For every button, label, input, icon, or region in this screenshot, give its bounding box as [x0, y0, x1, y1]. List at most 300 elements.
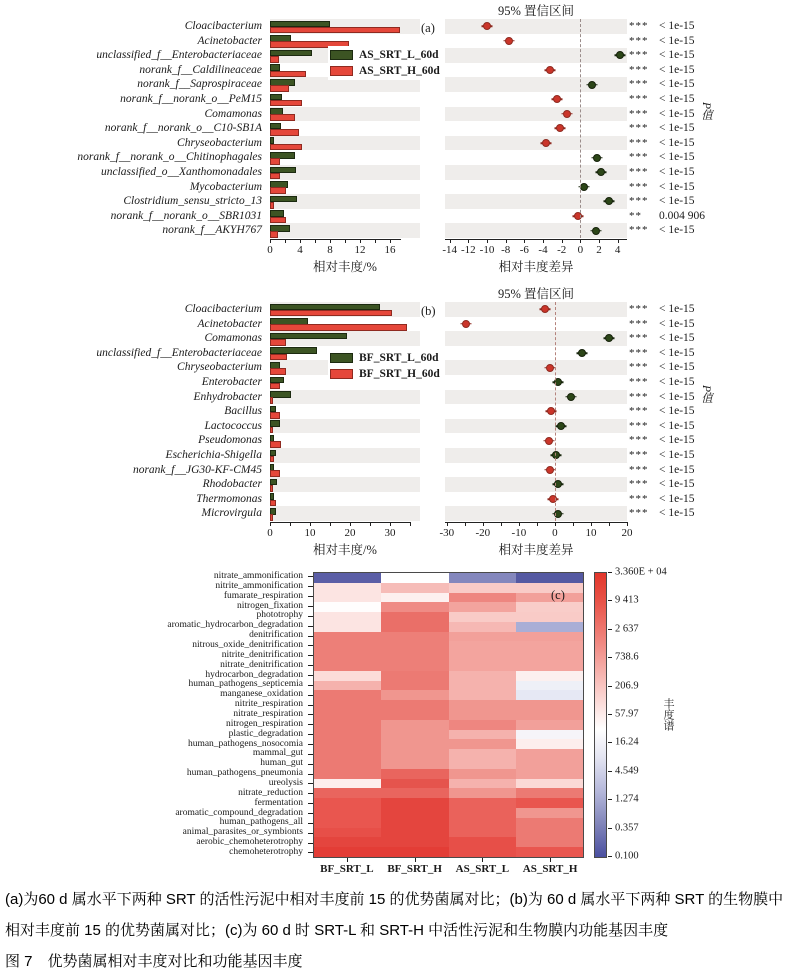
dot-cell: [445, 223, 627, 238]
difference-dot: [616, 51, 624, 59]
dot-cell: [445, 48, 627, 63]
colorbar-tick-label: 16.24: [615, 736, 639, 748]
heatmap-y-tick: [305, 671, 313, 681]
taxon-row: [0, 433, 791, 448]
heatmap-y-tick: [305, 759, 313, 769]
heatmap-cell: [314, 808, 381, 818]
bar-high-group: [270, 456, 274, 463]
taxon-row: [0, 463, 791, 478]
dot-cell: [445, 492, 627, 507]
taxon-row: [0, 404, 791, 419]
column-gap: [420, 317, 445, 332]
colorbar: [594, 572, 607, 858]
heatmap-y-tick: [305, 592, 313, 602]
legend-item: [330, 350, 440, 366]
taxon-label: norank_f__Caldilineaceae: [139, 63, 262, 76]
axis-tick-label: -20: [475, 527, 491, 539]
p-value: < 1e-15: [659, 463, 695, 476]
heatmap-cell: [381, 749, 448, 759]
heatmap-y-tick: [305, 720, 313, 730]
bar-cell: [270, 448, 420, 463]
taxon-row: [0, 165, 791, 180]
axis-tick: [609, 522, 610, 526]
heatmap-x-tick: [550, 858, 551, 862]
legend-label: AS_SRT_L_60d: [359, 49, 439, 61]
heatmap-cell: [449, 818, 516, 828]
heatmap-y-tick: [305, 602, 313, 612]
taxon-row: [0, 92, 791, 107]
taxon-row: [0, 194, 791, 209]
taxon-row: [0, 302, 791, 317]
heatmap-cell: [314, 837, 381, 847]
colorbar-tick-label: 0.357: [615, 822, 639, 834]
heatmap-cell: [449, 847, 516, 857]
axis-tick-label: -10: [479, 244, 495, 256]
heatmap-cell: [516, 730, 583, 740]
heatmap-cell: [381, 759, 448, 769]
abundance-axis-title: 相对丰度/%: [313, 260, 377, 274]
heatmap-cell: [449, 612, 516, 622]
bar-high-group: [270, 231, 278, 238]
axis-tick: [555, 522, 556, 526]
taxon-row: [0, 390, 791, 405]
bar-high-group: [270, 310, 392, 317]
axis-tick: [285, 239, 286, 243]
taxon-row: [0, 121, 791, 136]
heatmap-cell: [449, 749, 516, 759]
difference-dot: [545, 437, 553, 445]
difference-axis-title: 相对丰度差异: [498, 260, 574, 274]
column-gap: [420, 209, 445, 224]
taxon-row: [0, 506, 791, 521]
bar-high-group: [270, 339, 286, 346]
legend-swatch: [330, 353, 353, 363]
axis-tick-label: 12: [354, 244, 366, 256]
heatmap-y-tick: [305, 809, 313, 819]
significance-stars: **: [629, 209, 642, 222]
axis-tick-label: -8: [501, 244, 511, 256]
axis-tick: [450, 239, 451, 243]
p-value: < 1e-15: [659, 492, 695, 505]
heatmap-x-tick: [347, 858, 348, 862]
significance-stars: ***: [629, 180, 649, 193]
heatmap-y-ticks: [305, 572, 313, 858]
heatmap-row-label: plastic_degradation: [228, 728, 303, 739]
heatmap-cell: [314, 641, 381, 651]
heatmap-row-label: human_pathogens_septicemia: [188, 679, 303, 690]
p-value: < 1e-15: [659, 317, 695, 330]
difference-dot: [549, 495, 557, 503]
p-value: < 1e-15: [659, 224, 695, 237]
difference-dot: [605, 334, 613, 342]
heatmap-y-tick: [305, 789, 313, 799]
dot-cell: [445, 506, 627, 521]
column-gap: [420, 180, 445, 195]
significance-stars: ***: [629, 122, 649, 135]
heatmap-cell: [449, 622, 516, 632]
heatmap-cell: [381, 730, 448, 740]
p-value: < 1e-15: [659, 303, 695, 315]
heatmap-y-tick: [305, 828, 313, 838]
p-value: < 1e-15: [659, 78, 695, 91]
bar-cell: [270, 463, 420, 478]
dot-cell: [445, 375, 627, 390]
difference-axis: [442, 239, 627, 275]
heatmap-cell: [381, 602, 448, 612]
heatmap-row-label: fermentation: [254, 797, 303, 808]
colorbar-tick-label: 2 637: [615, 623, 639, 635]
taxon-row: [0, 150, 791, 165]
heatmap-row-label: nitrite_denitrification: [221, 649, 303, 660]
dot-cell: [445, 107, 627, 122]
heatmap-cell: [314, 583, 381, 593]
dot-cell: [445, 19, 627, 34]
bar-cell: [270, 121, 420, 136]
difference-dot: [546, 364, 554, 372]
p-value: < 1e-15: [659, 346, 695, 359]
significance-stars: ***: [629, 92, 649, 105]
heatmap-y-tick: [305, 631, 313, 641]
axis-tick: [315, 239, 316, 243]
heatmap-row-label: mammal_gut: [252, 748, 303, 759]
bar-high-group: [270, 85, 289, 92]
column-gap: [420, 433, 445, 448]
taxon-label: Cloacibacterium: [184, 303, 262, 315]
difference-dot: [563, 110, 571, 118]
bar-cell: [270, 404, 420, 419]
axis-tick: [573, 522, 574, 526]
difference-dot: [542, 139, 550, 147]
bar-high-group: [270, 158, 280, 165]
colorbar-label: 丰度谱: [662, 698, 674, 731]
bar-high-group: [270, 485, 273, 492]
column-gap: [420, 194, 445, 209]
taxon-row: [0, 223, 791, 238]
heatmap-cell: [449, 837, 516, 847]
bar-high-group: [270, 412, 280, 419]
dot-cell: [445, 360, 627, 375]
legend-swatch: [330, 369, 353, 379]
heatmap-y-tick: [305, 611, 313, 621]
heatmap-column-label: AS_SRT_H: [522, 863, 578, 875]
column-gap: [420, 506, 445, 521]
axis-tick: [599, 239, 600, 243]
heatmap-cell: [314, 749, 381, 759]
difference-dot: [593, 154, 601, 162]
ci-title: 95% 置信区间: [497, 287, 575, 301]
taxon-row: [0, 180, 791, 195]
bar-cell: [270, 419, 420, 434]
heatmap-cell: [381, 622, 448, 632]
panel-b-tag: (b): [421, 304, 436, 318]
dot-cell: [445, 180, 627, 195]
axis-tick: [310, 522, 311, 526]
p-value: < 1e-15: [659, 180, 695, 193]
taxon-label: Clostridium_sensu_stricto_13: [123, 195, 262, 208]
axis-tick: [360, 239, 361, 243]
heatmap-row-label: hydrocarbon_degradation: [205, 669, 303, 680]
heatmap-row-label: human_pathogens_nosocomia: [187, 738, 303, 749]
taxon-label: Enterobacter: [201, 375, 262, 388]
significance-stars: ***: [629, 317, 649, 330]
axis-tick: [330, 522, 331, 526]
heatmap-cell: [381, 710, 448, 720]
dot-cell: [445, 63, 627, 78]
significance-stars: ***: [629, 405, 649, 418]
heatmap-y-tick: [305, 641, 313, 651]
significance-stars: ***: [629, 434, 649, 447]
bar-high-group: [270, 202, 274, 209]
significance-stars: ***: [629, 492, 649, 505]
axis-tick-label: -2: [557, 244, 567, 256]
caption-line-3: 图 7 优势菌属相对丰度对比和功能基因丰度: [5, 953, 303, 970]
p-value: < 1e-15: [659, 136, 695, 149]
heatmap-cell: [516, 720, 583, 730]
heatmap-cell: [381, 700, 448, 710]
p-value: < 1e-15: [659, 507, 695, 520]
bar-cell: [270, 209, 420, 224]
difference-dot: [592, 227, 600, 235]
dot-cell: [445, 463, 627, 478]
heatmap-cell: [381, 847, 448, 857]
heatmap-cell: [381, 593, 448, 603]
heatmap-cell: [314, 730, 381, 740]
difference-dot: [541, 305, 549, 313]
legend: [328, 46, 442, 80]
bar-high-group: [270, 129, 299, 136]
heatmap-cell: [381, 573, 448, 583]
caption-line-2: 相对丰度前 15 的优势菌属对比；(c)为 60 d 时 SRT-L 和 SRT-H 中活性污泥和生物膜内功能基因丰度: [5, 922, 669, 939]
significance-stars: ***: [629, 49, 649, 62]
significance-stars: ***: [629, 390, 649, 403]
bar-high-group: [270, 56, 279, 63]
column-gap: [420, 165, 445, 180]
difference-dot: [552, 451, 560, 459]
taxon-label: norank_f__Saprospiraceae: [137, 78, 262, 91]
abundance-axis: [267, 522, 420, 558]
significance-stars: ***: [629, 346, 649, 359]
p-value: < 1e-15: [659, 107, 695, 120]
heatmap-y-tick: [305, 661, 313, 671]
colorbar-tick-label: 206.9: [615, 680, 639, 692]
taxon-label: Escherichia-Shigella: [165, 448, 262, 461]
axis-line: [270, 522, 410, 523]
heatmap-cell: [381, 690, 448, 700]
p-value: < 1e-15: [659, 478, 695, 491]
taxon-label: Acinetobacter: [197, 34, 262, 47]
axis-tick: [506, 239, 507, 243]
axis-tick: [410, 522, 411, 526]
column-gap: [420, 492, 445, 507]
heatmap-row-label: aromatic_hydrocarbon_degradation: [167, 620, 303, 631]
p-value: < 1e-15: [659, 332, 695, 345]
axis-tick-label: -14: [442, 244, 457, 256]
heatmap-cell: [516, 808, 583, 818]
axis-tick-label: 2: [596, 244, 602, 256]
heatmap-grid: [313, 572, 584, 858]
axis-tick-label: 30: [384, 527, 396, 539]
taxon-label: unclassified_f__Enterobacteriaceae: [96, 49, 262, 62]
taxon-label: Rhodobacter: [202, 478, 262, 491]
bar-cell: [270, 92, 420, 107]
heatmap-y-tick: [305, 740, 313, 750]
legend: [328, 349, 442, 383]
heatmap-cell: [381, 671, 448, 681]
heatmap-cell: [381, 583, 448, 593]
heatmap-y-tick: [305, 572, 313, 582]
p-value: < 1e-15: [659, 165, 695, 178]
heatmap-y-tick: [305, 730, 313, 740]
bar-cell: [270, 107, 420, 122]
bar-cell: [270, 492, 420, 507]
heatmap-cell: [381, 798, 448, 808]
dot-cell: [445, 165, 627, 180]
dot-cell: [445, 302, 627, 317]
taxon-label: Enhydrobacter: [193, 390, 262, 403]
heatmap-row-label: nitrate_denitrification: [220, 659, 303, 670]
axis-tick-label: 10: [304, 527, 316, 539]
heatmap-row-label: human_pathogens_pneumonia: [186, 768, 303, 779]
axis-tick-label: 10: [585, 527, 597, 539]
axis-tick: [519, 522, 520, 526]
p-value: < 1e-15: [659, 195, 695, 208]
axis-tick-label: -4: [538, 244, 548, 256]
heatmap-y-tick: [305, 690, 313, 700]
heatmap-cell: [516, 837, 583, 847]
heatmap-cell: [449, 602, 516, 612]
bar-high-group: [270, 187, 286, 194]
heatmap-column-label: BF_SRT_L: [320, 863, 374, 875]
axis-tick-label: 0: [552, 527, 558, 539]
heatmap-x-tick: [482, 858, 483, 862]
column-gap: [420, 92, 445, 107]
significance-stars: ***: [629, 136, 649, 149]
heatmap-row-label: denitrification: [249, 630, 303, 641]
taxon-label: Mycobacterium: [189, 180, 262, 193]
heatmap-cell: [516, 700, 583, 710]
heatmap-cell: [449, 690, 516, 700]
axis-tick: [465, 522, 466, 526]
colorbar-tick-label: 0.100: [615, 850, 639, 862]
heatmap-row-label: nitrate_ammonification: [213, 571, 303, 581]
heatmap-y-tick: [305, 848, 313, 858]
heatmap-cell: [314, 739, 381, 749]
heatmap-cell: [516, 681, 583, 691]
significance-stars: ***: [629, 507, 649, 520]
dot-cell: [445, 419, 627, 434]
heatmap-cell: [516, 641, 583, 651]
heatmap-cell: [314, 818, 381, 828]
heatmap-row-label: nitrogen_respiration: [225, 718, 303, 729]
axis-tick-label: 16: [384, 244, 396, 256]
bar-cell: [270, 223, 420, 238]
heatmap-cell: [516, 710, 583, 720]
heatmap-cell: [449, 759, 516, 769]
p-value: < 1e-15: [659, 122, 695, 135]
axis-tick-label: 4: [297, 244, 303, 256]
bar-high-group: [270, 324, 407, 331]
figure-caption: [5, 888, 786, 977]
p-value: < 1e-15: [659, 375, 695, 388]
bar-cell: [270, 317, 420, 332]
significance-stars: ***: [629, 303, 649, 315]
abundance-axis-title: 相对丰度/%: [313, 543, 377, 557]
dot-cell: [445, 150, 627, 165]
heatmap-cell: [516, 769, 583, 779]
bar-high-group: [270, 383, 280, 390]
bar-high-group: [270, 173, 280, 180]
taxon-row: [0, 419, 791, 434]
heatmap-cell: [314, 798, 381, 808]
heatmap-cell: [314, 622, 381, 632]
p-value-axis-label: P值: [700, 102, 712, 121]
bar-high-group: [270, 397, 273, 404]
difference-dot: [483, 22, 491, 30]
column-gap: [420, 136, 445, 151]
p-value: < 1e-15: [659, 151, 695, 164]
bar-cell: [270, 150, 420, 165]
colorbar-tick: [608, 657, 612, 658]
heatmap-cell: [381, 661, 448, 671]
taxon-label: norank_f__JG30-KF-CM45: [132, 463, 262, 476]
difference-dot: [578, 349, 586, 357]
heatmap-cell: [314, 759, 381, 769]
colorbar-tick: [608, 771, 612, 772]
legend-item: [330, 47, 440, 63]
dot-cell: [445, 136, 627, 151]
column-gap: [420, 107, 445, 122]
p-value: < 1e-15: [659, 49, 695, 62]
p-value: < 1e-15: [659, 448, 695, 461]
panel-c-tag: (c): [551, 588, 565, 602]
heatmap-row-label: nitrite_ammonification: [215, 580, 303, 591]
axis-tick-label: -30: [439, 527, 455, 539]
taxon-label: Cloacibacterium: [184, 20, 262, 32]
heatmap-cell: [381, 828, 448, 838]
significance-stars: ***: [629, 375, 649, 388]
heatmap-row-label: human_gut: [260, 758, 303, 769]
heatmap-cell: [381, 788, 448, 798]
heatmap-cell: [381, 612, 448, 622]
legend-swatch: [330, 66, 353, 76]
significance-stars: ***: [629, 478, 649, 491]
dot-cell: [445, 194, 627, 209]
colorbar-tick-label: 738.6: [615, 651, 639, 663]
axis-tick: [390, 239, 391, 243]
heatmap-cell: [314, 681, 381, 691]
bar-high-group: [270, 100, 302, 107]
difference-dot: [505, 37, 513, 45]
bar-high-group: [270, 500, 276, 507]
axis-tick: [627, 522, 628, 526]
heatmap-cell: [381, 837, 448, 847]
axis-tick: [290, 522, 291, 526]
heatmap-cell: [449, 573, 516, 583]
colorbar-tick-label: 3.360E + 04: [615, 566, 667, 578]
axis-tick: [483, 522, 484, 526]
heatmap-cell: [381, 720, 448, 730]
heatmap-cell: [449, 828, 516, 838]
heatmap-cell: [449, 788, 516, 798]
colorbar-tick: [608, 629, 612, 630]
heatmap-cell: [314, 593, 381, 603]
colorbar-tick: [608, 828, 612, 829]
p-value: 0.004 906: [659, 209, 705, 222]
bar-cell: [270, 302, 420, 317]
dot-cell: [445, 34, 627, 49]
taxon-label: Acinetobacter: [197, 317, 262, 330]
difference-dot: [557, 422, 565, 430]
